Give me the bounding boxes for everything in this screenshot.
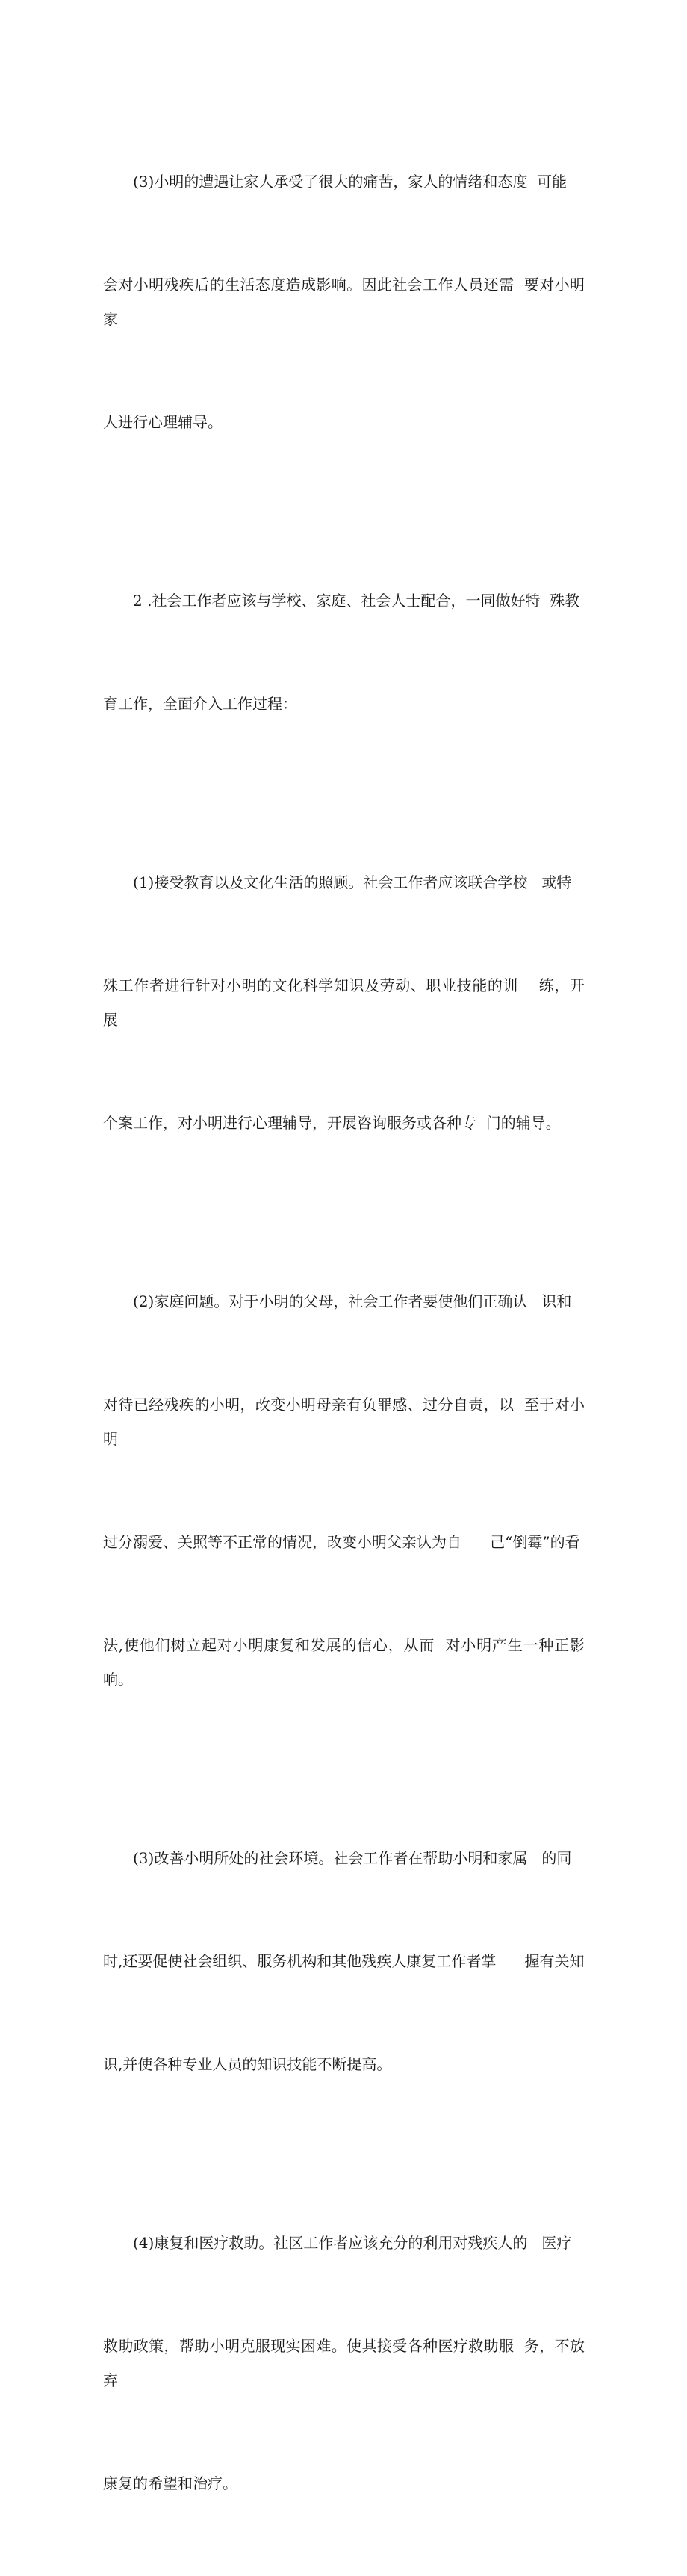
text-line: (1)接受教育以及文化生活的照顾。社会工作者应该联合学校 或特 (133, 873, 572, 891)
paragraph-cooperation-heading (103, 515, 585, 790)
paragraph-education-care (103, 796, 585, 1209)
text-line: 个案工作，对小明进行心理辅导，开展咨询服务或各种专 门的辅导。 (103, 1114, 561, 1132)
text-line: 时,还要促使社会组织、服务机构和其他残疾人康复工作者掌 握有关知 (103, 1952, 585, 1970)
text-line: (4)康复和医疗救助。社区工作者应该充分的利用对残疾人的 医疗 (133, 2234, 572, 2252)
paragraph-social-environment (103, 1772, 585, 2150)
text-line: (3)改善小明所处的社会环境。社会工作者在帮助小明和家属 的同 (133, 1849, 572, 1867)
paragraph-family-counseling (103, 96, 585, 508)
text-line: 识,并使各种专业人员的知识技能不断提高。 (103, 2055, 392, 2073)
text-line: 会对小明残疾后的生活态度造成影响。因此社会工作人员还需 要对小明家 (103, 276, 585, 328)
paragraph-medical-aid (103, 2157, 585, 2569)
text-line: 对待已经残疾的小明，改变小明母亲有负罪感、过分自责，以 至于对小明 (103, 1396, 585, 1448)
text-line: 2 .社会工作者应该与学校、家庭、社会人士配合，一同做好特 殊教 (133, 592, 580, 610)
text-line: 过分溺爱、关照等不正常的情况，改变小明父亲认为自 己“倒霉”的看 (103, 1533, 580, 1551)
text-line: 法,使他们树立起对小明康复和发展的信心，从而 对小明产生一种正影响。 (103, 1636, 585, 1688)
text-line: 育工作，全面介入工作过程： (103, 695, 297, 713)
text-line: (2)家庭问题。对于小明的父母，社会工作者要使他们正确认 识和 (133, 1292, 572, 1310)
text-line: (3)小明的遭遇让家人承受了很大的痛苦，家人的情绪和态度 可能 (133, 173, 568, 191)
text-line: 康复的希望和治疗。 (103, 2474, 237, 2492)
text-line: 殊工作者进行针对小明的文化科学知识及劳动、职业技能的训 练，开展 (103, 976, 585, 1029)
text-line: 救助政策，帮助小明克服现实困难。使其接受各种医疗救助服 务，不放弃 (103, 2337, 585, 2389)
paragraph-family-issues (103, 1216, 585, 1765)
document-body (103, 96, 585, 2576)
text-line: 人进行心理辅导。 (103, 413, 223, 431)
